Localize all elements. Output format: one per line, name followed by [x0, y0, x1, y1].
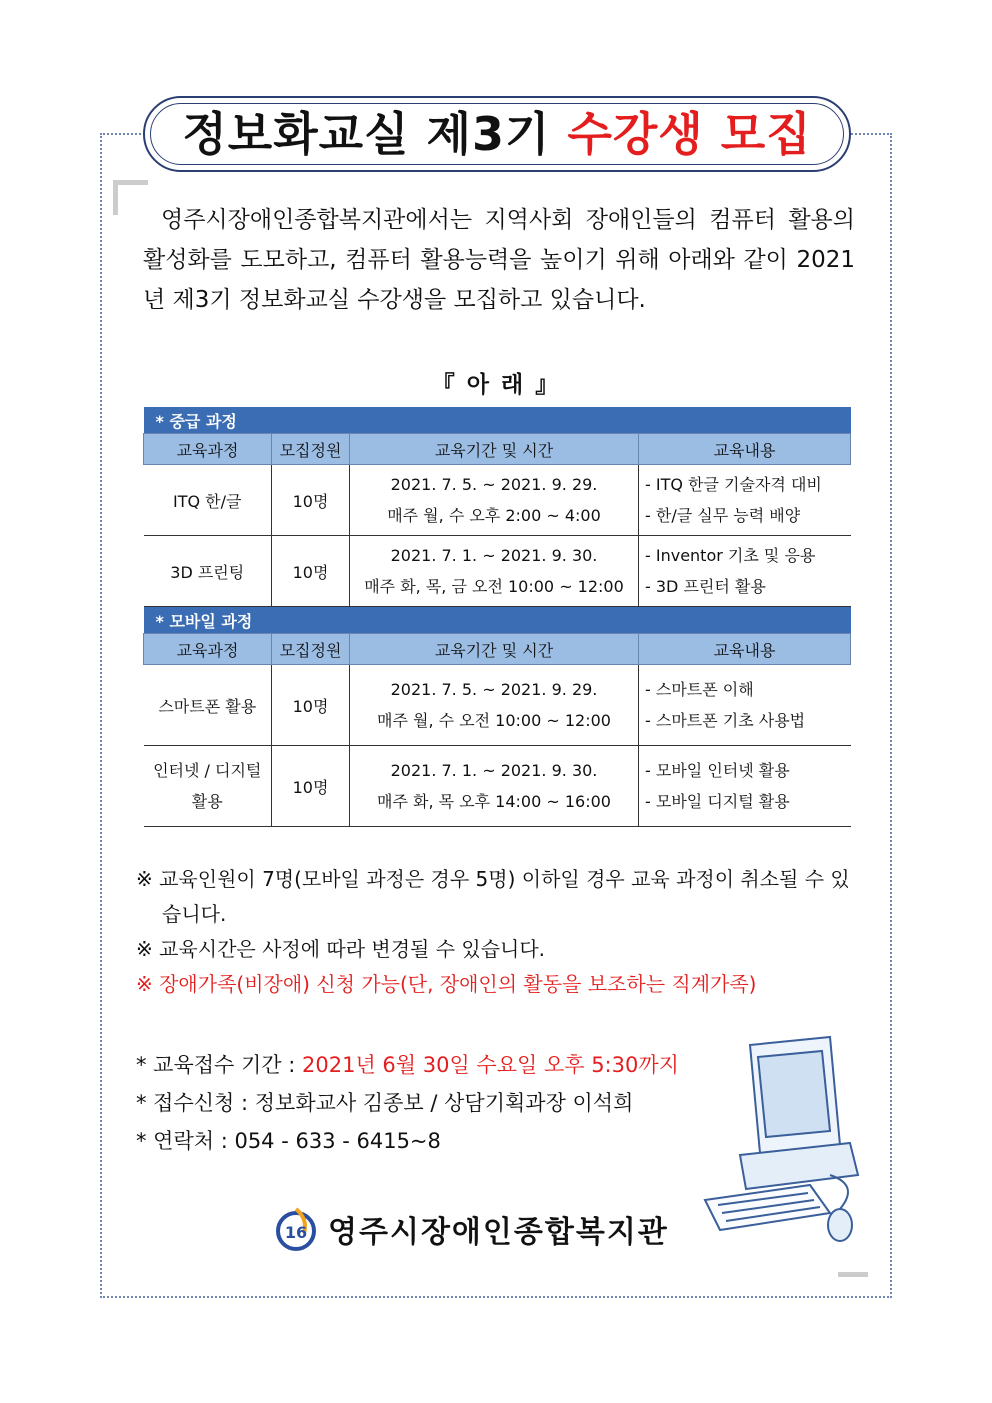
header-content: 교육내용	[639, 434, 851, 465]
page-title	[143, 96, 851, 172]
header-course: 교육과정	[144, 434, 272, 465]
corner-decoration	[838, 1262, 868, 1277]
info-apply: * 접수신청 : 정보화교사 김종보 / 상담기획과장 이석희	[136, 1091, 634, 1115]
org-name: 영주시장애인종합복지관	[328, 1215, 669, 1250]
intro-paragraph: 영주시장애인종합복지관에서는 지역사회 장애인들의 컴퓨터 활용의 활성화를 도모하고, 컴퓨터 활용능력을 높이기 위해 아래와 같이 2021년 제3기 정보화교실 수강생을 모집하고 있습니다.	[143, 207, 855, 313]
section-label: * 중급 과정	[144, 407, 851, 434]
org-logo-icon	[274, 1205, 318, 1253]
table-row: 인터넷 / 디지털 활용 10명 2021. 7. 1. ~ 2021. 9. 30. 매주 화, 목 오후 14:00 ~ 16:00 - 모바일 인터넷 활용 - 모바일 디지털 활용	[144, 746, 851, 827]
table-row: 스마트폰 활용 10명 2021. 7. 5. ~ 2021. 9. 29. 매주 월, 수 오전 10:00 ~ 12:00 - 스마트폰 이해 - 스마트폰 기초 사용법	[144, 665, 851, 746]
note-highlight: ※ 장애가족(비장애) 신청 가능(단, 장애인의 활동을 보조하는 직계가족)	[136, 972, 757, 996]
org-footer	[274, 1203, 669, 1255]
title-black: 정보화교실 제3기	[182, 107, 568, 161]
title-red: 수강생 모집	[567, 107, 812, 161]
notice-heading: 『 아 래 』	[431, 372, 561, 398]
notes	[136, 862, 861, 1002]
table-row: 3D 프린팅 10명 2021. 7. 1. ~ 2021. 9. 30. 매주 화, 목, 금 오전 10:00 ~ 12:00 - Inventor 기초 및 응용 - 3D 프린터 활용	[144, 536, 851, 607]
header-seats: 모집정원	[272, 434, 350, 465]
info-contact: * 연락처 : 054 - 633 - 6415~8	[136, 1129, 441, 1153]
section-label: * 모바일 과정	[144, 607, 851, 634]
info-block	[136, 1046, 679, 1160]
table-row: ITQ 한/글 10명 2021. 7. 5. ~ 2021. 9. 29. 매주 월, 수 오후 2:00 ~ 4:00 - ITQ 한글 기술자격 대비 - 한/글 실무 능력 배양	[144, 465, 851, 536]
note: ※ 교육인원이 7명(모바일 과정은 경우 5명) 이하일 경우 교육 과정이 취소될 수 있습니다.	[136, 867, 850, 926]
computer-illustration	[690, 1035, 870, 1255]
header-period: 교육기간 및 시간	[350, 434, 639, 465]
course-table-intermediate: * 중급 과정 교육과정 모집정원 교육기간 및 시간 교육내용 ITQ 한/글 10명 2021. 7. 5. ~ 2021. 9. 29. 매주 월, 수 오후 2:00 ~ 4:00 - ITQ 한글 기술자격 대비 - 한/글 실무 능력 배양 3D 프린팅 10명 2021. 7. 1. ~ 2021. 9. 30. 매주 화, 목, 금 오전 10:00 ~ 12:00 - Inventor 기초 및 응용 - 3D 프린터 활용 * 모바일 과정 교육과정 모집정원 교육기간 및 시간 교육내용 스마트폰 활용 10명 2021. 7. 5. ~ 2021. 9. 29. 매주 월, 수 오전 10:00 ~ 12:00 - 스마트폰 이해 - 스마트폰 기초 사용법 인터넷 / 디지털 활용 10명 2021. 7. 1. ~ 2021. 9. 30. 매주 화, 목 오후 14:00 ~ 16:00 - 모바일 인터넷 활용 - 모바일 디지털 활용	[143, 407, 851, 827]
info-period: * 교육접수 기간 : 2021년 6월 30일 수요일 오후 5:30까지	[136, 1053, 679, 1077]
svg-text:16: 16	[284, 1223, 308, 1242]
note: ※ 교육시간은 사정에 따라 변경될 수 있습니다.	[136, 937, 546, 961]
